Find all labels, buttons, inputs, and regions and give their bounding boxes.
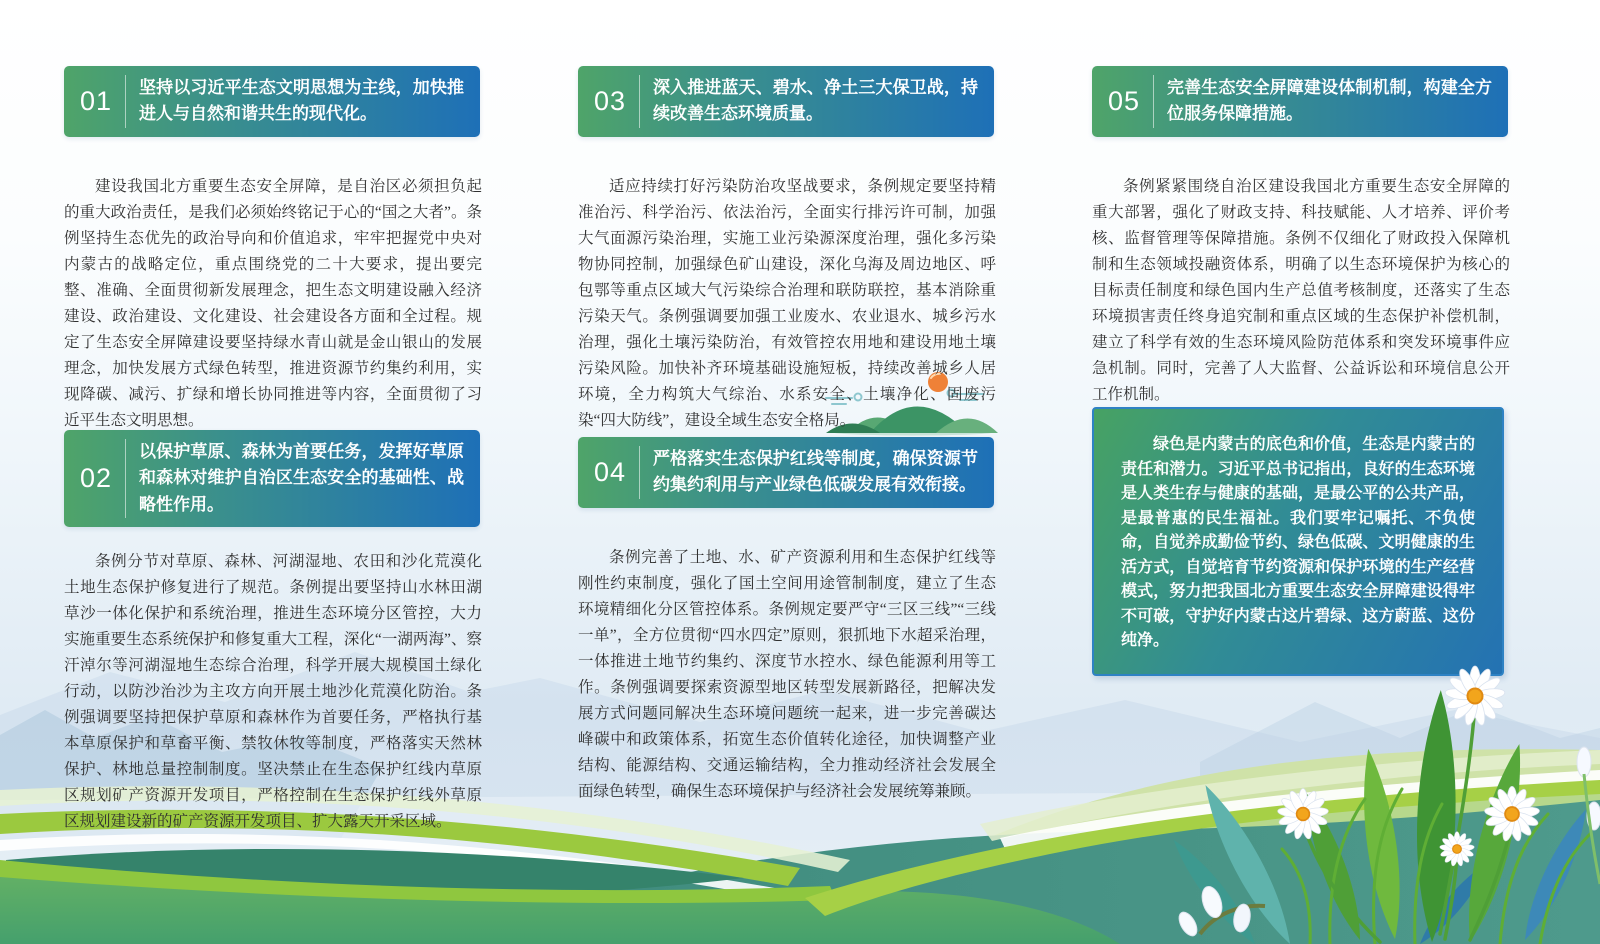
- section-05-number: 05: [1108, 75, 1154, 128]
- section-03-number: 03: [594, 75, 640, 128]
- section-03-title: 深入推进蓝天、碧水、净土三大保卫战，持续改善生态环境质量。: [653, 78, 978, 124]
- section-02-title: 以保护草原、森林为首要任务，发挥好草原和森林对维护自治区生态安全的基础性、战略性作用。: [139, 442, 464, 514]
- section-04-body: 条例完善了土地、水、矿产资源利用和生态保护红线等刚性约束制度，强化了国土空间用途管制制度，建立了生态环境精细化分区管控体系。条例规定要严守“三区三线”“三线一单”，全方位贯彻“四水四定”原则，狠抓地下水超采治理，一体推进土地节约集约、深度节水控水、绿色能源利用等工作。条例强调要探索资源型地区转型发展新路径，把解决发展方式问题同解决生态环境问题统一起来，进一步完善碳达峰碳中和政策体系，拓宽生态价值转化途径，加快调整产业结构、能源结构、交通运输结构，全力推动经济社会发展全面绿色转型，确保生态环境保护与经济社会发展统筹兼顾。: [578, 548, 996, 800]
- section-01-title: 坚持以习近平生态文明思想为主线，加快推进人与自然和谐共生的现代化。: [139, 78, 464, 124]
- section-01-number: 01: [80, 75, 126, 128]
- section-02-number: 02: [80, 439, 126, 518]
- section-04-title: 严格落实生态保护红线等制度，确保资源节约集约利用与产业绿色低碳发展有效衔接。: [653, 449, 978, 495]
- section-04-number: 04: [594, 446, 640, 499]
- section-02-header: [64, 430, 480, 527]
- section-02-body: 条例分节对草原、森林、河湖湿地、农田和沙化荒漠化土地生态保护修复进行了规范。条例提出要坚持山水林田湖草沙一体化保护和系统治理，推进生态环境分区管控，大力实施重要生态系统保护和修复重大工程，深化“一湖两海”、察汗淖尔等河湖湿地生态综合治理，科学开展大规模国土绿化行动，以防沙治沙为主攻方向开展土地沙化荒漠化防治。条例强调要坚持把保护草原和森林作为首要任务，严格执行基本草原保护和草畜平衡、禁牧休牧等制度，严格落实天然林保护、林地总量控制制度。坚决禁止在生态保护红线内草原区规划矿产资源开发项目，严格控制在生态保护红线外草原区规划建设新的矿产资源开发项目、扩大露天开采区域。: [64, 552, 482, 830]
- section-01-header: [64, 66, 480, 137]
- section-05-title: 完善生态安全屏障建设体制机制，构建全方位服务保障措施。: [1167, 78, 1492, 124]
- section-05-body: 条例紧紧围绕自治区建设我国北方重要生态安全屏障的重大部署，强化了财政支持、科技赋能、人才培养、评价考核、监督管理等保障措施。条例不仅细化了财政投入保障机制和生态领域投融资体系，明确了以生态环境保护为核心的目标责任制度和绿色国内生产总值考核制度，还落实了生态环境损害责任终身追究制和重点区域的生态保护补偿机制，建立了科学有效的生态环境风险防范体系和突发环境事件应急机制。同时，完善了人大监督、公益诉讼和环境信息公开工作机制。: [1092, 177, 1510, 403]
- flowers-illustration: [1170, 634, 1600, 944]
- section-03-body: 适应持续打好污染防治攻坚战要求，条例规定要坚持精准治污、科学治污、依法治污，全面实行排污许可制，加强大气面源污染治理，实施工业污染源深度治理，强化多污染物协同控制，加强绿色矿山建设，深化乌海及周边地区、呼包鄂等重点区域大气污染综合治理和联防联控，基本消除重污染天气。条例强调要加强工业废水、农业退水、城乡污水治理，强化土壤污染防治，有效管控农用地和建设用地土壤污染风险。加快补齐环境基础设施短板，持续改善城乡人居环境，全力构筑大气综治、水系安全、土壤净化、固废污染“四大防线”，建设全域生态安全格局。: [578, 177, 996, 429]
- section-04-header: [578, 437, 994, 508]
- section-01-body: 建设我国北方重要生态安全屏障，是自治区必须担负起的重大政治责任，是我们必须始终铭记于心的“国之大者”。条例坚持生态优先的政治导向和价值追求，牢牢把握党中央对内蒙古的战略定位，重点围绕党的二十大要求，提出要完整、准确、全面贯彻新发展理念，把生态文明建设融入经济建设、政治建设、文化建设、社会建设各方面和全过程。规定了生态安全屏障建设要坚持绿水青山就是金山银山的发展理念，加快发展方式绿色转型，推进资源节约集约利用，实现降碳、减污、扩绿和增长协同推进等内容，全面贯彻了习近平生态文明思想。: [64, 177, 482, 429]
- section-05-header: [1092, 66, 1508, 137]
- section-03-header: [578, 66, 994, 137]
- quote-box: 绿色是内蒙古的底色和价值，生态是内蒙古的责任和潜力。习近平总书记指出，良好的生态环境是人类生存与健康的基础，是最公平的公共产品，是最普惠的民生福祉。我们要牢记嘱托、不负使命，自觉养成勤俭节约、绿色低碳、文明健康的生活方式，自觉培育节约资源和保护环境的生产经营模式，努力把我国北方重要生态安全屏障建设得牢不可破，守护好内蒙古这片碧绿、这方蔚蓝、这份纯净。: [1092, 407, 1504, 676]
